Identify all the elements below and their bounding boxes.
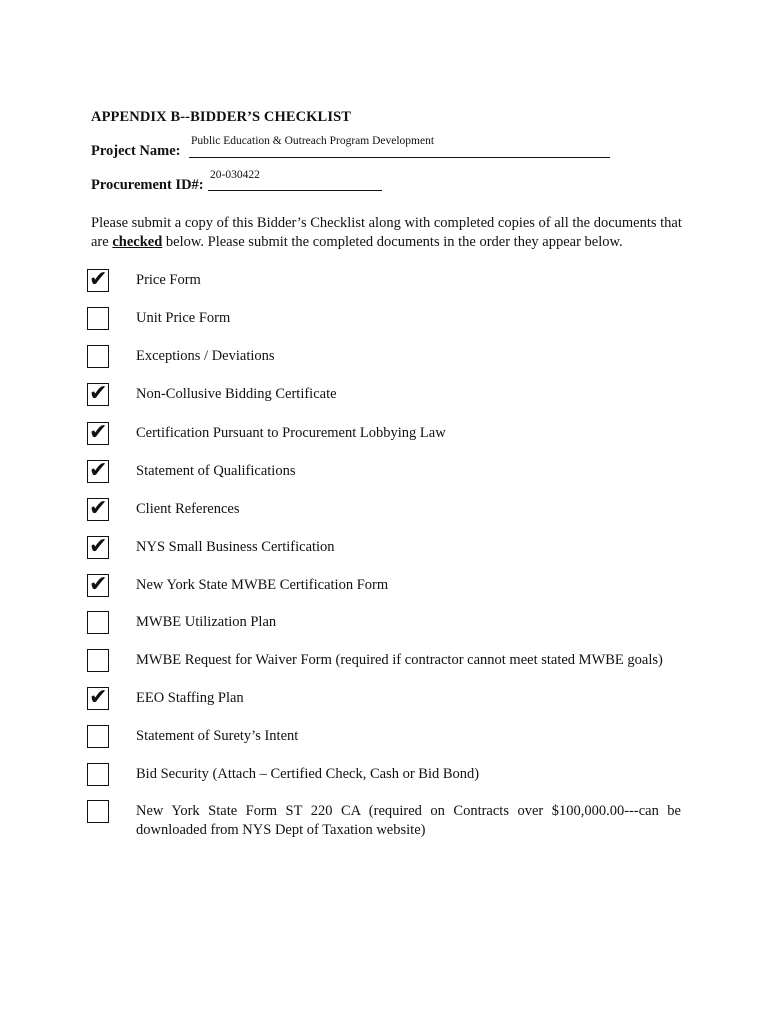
checklist-item-label: New York State Form ST 220 CA (required on Contracts over $100,000.00---can be downloaded from NYS Dept of Taxation website) [136,803,681,838]
checkbox[interactable] [87,498,109,521]
checklist-item-label: Client References [136,501,240,517]
checklist-item-label: Unit Price Form [136,310,231,326]
checkbox[interactable] [87,422,109,445]
procurement-id-label: Procurement ID#: [91,177,204,193]
checklist-item-label: MWBE Request for Waiver Form (required if contractor cannot meet stated MWBE goals) [136,652,663,668]
checkbox[interactable] [87,574,109,597]
checkmark-icon: ✔ [89,496,108,521]
checkbox[interactable] [87,536,109,559]
checkbox[interactable] [87,800,109,823]
checkbox[interactable] [87,649,109,672]
checkmark-icon: ✔ [89,381,108,406]
checkmark-icon: ✔ [89,685,108,710]
project-name-line [189,157,610,158]
checkbox[interactable] [87,307,109,330]
checkbox[interactable] [87,725,109,748]
checklist-item-label: Non-Collusive Bidding Certificate [136,386,337,402]
checkmark-icon: ✔ [89,572,108,597]
checklist-item-label: New York State MWBE Certification Form [136,577,389,593]
checkbox[interactable] [87,460,109,483]
checkbox[interactable] [87,687,109,710]
checklist-item-label: NYS Small Business Certification [136,539,335,555]
checklist-item-label: Exceptions / Deviations [136,348,275,364]
instructions-checked-word: checked [112,234,163,250]
checkmark-icon: ✔ [89,420,108,445]
procurement-id-line [208,190,382,191]
checklist-item-label: Certification Pursuant to Procurement Lobbying Law [136,425,446,441]
instructions-paragraph [91,214,691,252]
checklist-item-label: EEO Staffing Plan [136,690,244,706]
checkbox[interactable] [87,383,109,406]
checklist-item-label: Price Form [136,272,201,288]
project-name-value[interactable]: Public Education & Outreach Program Development [191,135,435,147]
checklist-item-label: MWBE Utilization Plan [136,614,277,630]
checklist-item-label: Statement of Surety’s Intent [136,728,299,744]
checkbox[interactable] [87,763,109,786]
procurement-id-value[interactable]: 20-030422 [210,169,260,181]
checkbox[interactable] [87,269,109,292]
checkmark-icon: ✔ [89,458,108,483]
checklist-item-label: Statement of Qualifications [136,463,296,479]
checkmark-icon: ✔ [89,534,108,559]
checklist-item-label: Bid Security (Attach – Certified Check, Cash or Bid Bond) [136,766,480,782]
page-title: APPENDIX B--BIDDER’S CHECKLIST [91,109,352,125]
project-name-label: Project Name: [91,143,181,159]
checkbox[interactable] [87,345,109,368]
checkmark-icon: ✔ [89,267,108,292]
instructions-text-1: Please submit a copy of this Bidder’s Checklist along with completed copies of all the documents that are [91,215,682,250]
instructions-text-2: below. Please submit the completed documents in the order they appear below. [162,234,623,250]
checkbox[interactable] [87,611,109,634]
